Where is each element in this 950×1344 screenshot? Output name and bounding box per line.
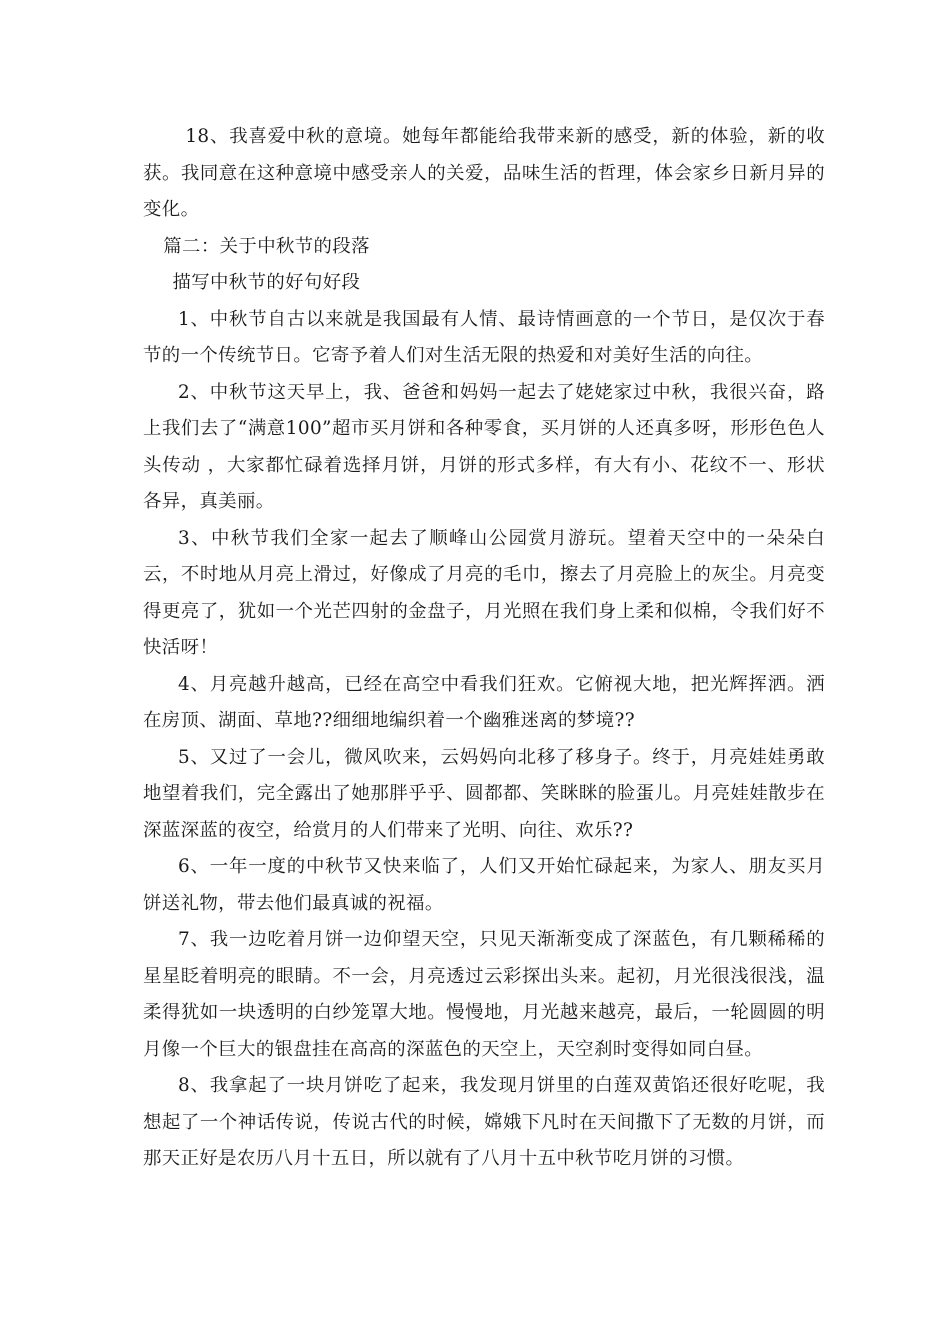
paragraph-8: 8、我拿起了一块月饼吃了起来，我发现月饼里的白莲双黄馅还很好吃呢，我想起了一个神话传说，传说古代的时候，嫦娥下凡时在天间撒下了无数的月饼，而那天正好是农历八月十五日，所以就有了八月十五中秋节吃月饼的习惯。 — [143, 1075, 825, 1169]
paragraph-3: 3、中秋节我们全家一起去了顺峰山公园赏月游玩。望着天空中的一朵朵白云，不时地从月亮上滑过，好像成了月亮的毛巾，擦去了月亮脸上的灰尘。月亮变得更亮了，犹如一个光芒四射的金盘子，月光照在我们身上柔和似棉，令我们好不快活呀！ — [143, 527, 825, 658]
paragraph-5: 5、又过了一会儿，微风吹来，云妈妈向北移了移身子。终于，月亮娃娃勇敢地望着我们，完全露出了她那胖乎乎、圆都都、笑眯眯的脸蛋儿。月亮娃娃散步在深蓝深蓝的夜空，给赏月的人们带来了光明、向往、欢乐?? — [143, 746, 825, 841]
paragraph-1: 1、中秋节自古以来就是我国最有人情、最诗情画意的一个节日，是仅次于春节的一个传统节日。它寄予着人们对生活无限的热爱和对美好生活的向往。 — [143, 308, 825, 366]
paragraph-7: 7、我一边吃着月饼一边仰望天空，只见天渐渐变成了深蓝色，有几颗稀稀的星星眨着明亮的眼睛。不一会，月亮透过云彩探出头来。起初，月光很浅很浅，温柔得犹如一块透明的白纱笼罩大地。慢慢地，月光越来越亮，最后，一轮圆圆的明月像一个巨大的银盘挂在高高的深蓝色的天空上，天空刹时变得如同白昼。 — [143, 929, 825, 1060]
paragraph-18-mid-autumn-mood: 18、我喜爱中秋的意境。她每年都能给我带来新的感受，新的体验，新的收获。我同意在这种意境中感受亲人的关爱，品味生活的哲理，体会家乡日新月异的变化。 — [143, 126, 825, 220]
paragraph-2: 2、中秋节这天早上，我、爸爸和妈妈一起去了姥姥家过中秋，我很兴奋，路上我们去了“满意100”超市买月饼和各种零食，买月饼的人还真多呀，形形色色人头传动 ，大家都忙碌着选择月饼，月饼的形式多样，有大有小、花纹不一、形状各异，真美丽。 — [143, 381, 825, 512]
document-body — [143, 119, 825, 1178]
section-subheading: 描写中秋节的好句好段 — [172, 272, 361, 293]
paragraph-4: 4、月亮越升越高，已经在高空中看我们狂欢。它俯视大地，把光辉挥洒。洒在房顶、湖面、草地??细细地编织着一个幽雅迷离的梦境?? — [143, 673, 825, 731]
paragraph-6: 6、一年一度的中秋节又快来临了，人们又开始忙碌起来，为家人、朋友买月饼送礼物，带去他们最真诚的祝福。 — [143, 856, 825, 914]
section-heading-part-two: 篇二：关于中秋节的段落 — [163, 235, 370, 257]
